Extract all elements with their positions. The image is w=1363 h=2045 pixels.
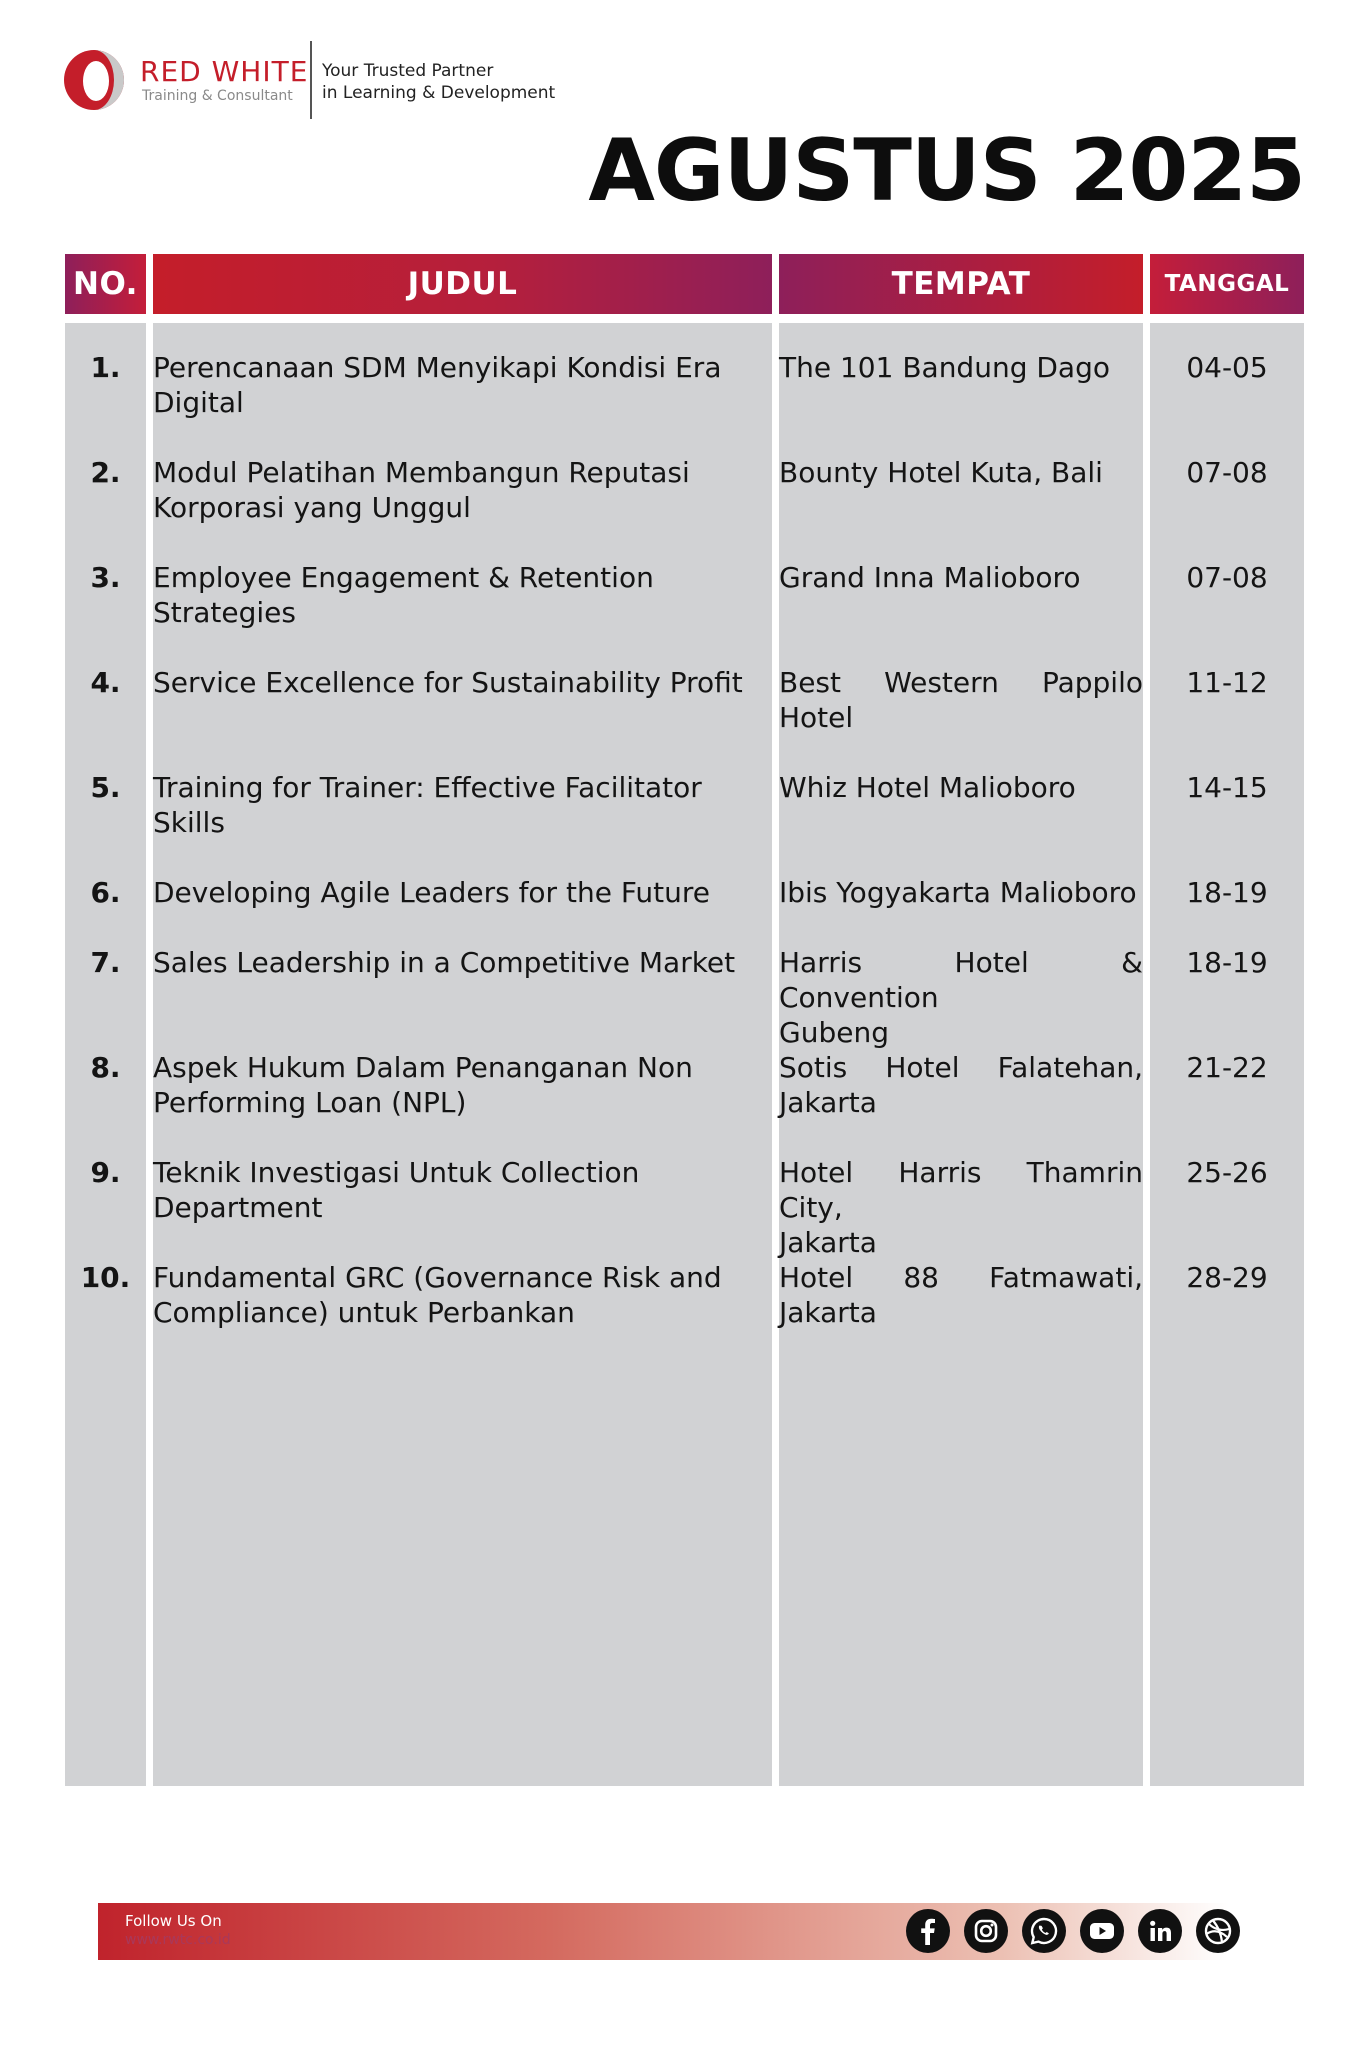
row-tanggal: 11-12 [1186, 666, 1268, 699]
row-tanggal: 18-19 [1186, 876, 1268, 909]
row-judul [153, 350, 765, 420]
tempat-line: Hotel 88 Fatmawati, [779, 1261, 1143, 1294]
brand-subtitle: Training & Consultant [142, 88, 293, 104]
tempat-line: Whiz Hotel Malioboro [779, 771, 1076, 804]
row-tempat [779, 875, 1143, 910]
row-judul [153, 945, 765, 980]
row-number: 4. [90, 666, 121, 699]
judul-line: Compliance) untuk Perbankan [153, 1296, 575, 1329]
row-tanggal: 07-08 [1186, 456, 1268, 489]
table-row [0, 665, 1363, 768]
header-divider [310, 41, 312, 119]
tempat-line: Harris Hotel & Convention [779, 946, 1143, 1014]
judul-line: Strategies [153, 596, 296, 629]
column-header-tempat: TEMPAT [779, 254, 1143, 314]
row-tempat [779, 1155, 1143, 1260]
column-header-tanggal: TANGGAL [1150, 254, 1304, 314]
row-number: 3. [90, 561, 121, 594]
row-tempat [779, 350, 1143, 385]
row-number: 7. [90, 946, 121, 979]
row-tanggal: 18-19 [1186, 946, 1268, 979]
table-row [0, 1050, 1363, 1153]
row-judul [153, 1155, 765, 1225]
judul-line: Fundamental GRC (Governance Risk and [153, 1261, 722, 1294]
tempat-line: Grand Inna Malioboro [779, 561, 1081, 594]
judul-line: Developing Agile Leaders for the Future [153, 876, 710, 909]
row-tanggal: 28-29 [1186, 1261, 1268, 1294]
judul-line: Service Excellence for Sustainability Profit [153, 666, 743, 699]
tempat-line: Jakarta [779, 1226, 877, 1259]
row-judul [153, 455, 765, 525]
row-tanggal: 07-08 [1186, 561, 1268, 594]
table-row [0, 770, 1363, 873]
row-tempat [779, 1050, 1143, 1120]
row-number: 2. [90, 456, 121, 489]
column-header-no: NO. [65, 254, 146, 314]
row-number: 10. [80, 1261, 131, 1294]
tempat-line: Jakarta [779, 1296, 877, 1329]
youtube-icon[interactable] [1080, 1909, 1124, 1953]
tempat-line: Gubeng [779, 1016, 889, 1049]
judul-line: Sales Leadership in a Competitive Market [153, 946, 736, 979]
judul-line: Teknik Investigasi Untuk Collection [153, 1156, 640, 1189]
tempat-line: The 101 Bandung Dago [779, 351, 1110, 384]
judul-line: Department [153, 1191, 323, 1224]
table-row [0, 350, 1363, 453]
page-title: AGUSTUS 2025 [588, 121, 1305, 221]
table-row [0, 560, 1363, 663]
judul-line: Employee Engagement & Retention [153, 561, 654, 594]
table-row [0, 945, 1363, 1048]
row-tempat [779, 665, 1143, 735]
table-row [0, 1260, 1363, 1363]
row-tempat [779, 560, 1143, 595]
judul-line: Modul Pelatihan Membangun Reputasi [153, 456, 690, 489]
company-logo [62, 48, 126, 112]
whatsapp-icon[interactable] [1022, 1909, 1066, 1953]
tagline-line-1: Your Trusted Partner [322, 61, 494, 81]
row-tempat [779, 455, 1143, 490]
follow-us-label: Follow Us On [125, 1912, 222, 1930]
row-tanggal: 25-26 [1186, 1156, 1268, 1189]
judul-line: Korporasi yang Unggul [153, 491, 471, 524]
table-row [0, 1155, 1363, 1258]
judul-line: Perencanaan SDM Menyikapi Kondisi Era [153, 351, 722, 384]
row-tempat [779, 1260, 1143, 1330]
tempat-line: Hotel Harris Thamrin City, [779, 1156, 1143, 1224]
website-link[interactable]: www.rwtc.co.id [125, 1932, 231, 1948]
row-judul [153, 770, 765, 840]
row-tanggal: 14-15 [1186, 771, 1268, 804]
judul-line: Digital [153, 386, 244, 419]
row-tempat [779, 945, 1143, 1050]
row-number: 1. [90, 351, 121, 384]
row-number: 6. [90, 876, 121, 909]
tempat-line: Sotis Hotel Falatehan, [779, 1051, 1143, 1084]
row-judul [153, 665, 765, 700]
row-judul [153, 560, 765, 630]
instagram-icon[interactable] [964, 1909, 1008, 1953]
tempat-line: Jakarta [779, 1086, 877, 1119]
tempat-line: Ibis Yogyakarta Malioboro [779, 876, 1137, 909]
row-number: 8. [90, 1051, 121, 1084]
table-row [0, 455, 1363, 558]
judul-line: Aspek Hukum Dalam Penanganan Non [153, 1051, 693, 1084]
facebook-icon[interactable] [906, 1909, 950, 1953]
brand-name: RED WHITE [140, 55, 309, 88]
tempat-line: Bounty Hotel Kuta, Bali [779, 456, 1103, 489]
row-number: 9. [90, 1156, 121, 1189]
linkedin-icon[interactable] [1138, 1909, 1182, 1953]
row-judul [153, 1260, 765, 1330]
row-judul [153, 1050, 765, 1120]
judul-line: Skills [153, 806, 225, 839]
column-header-judul: JUDUL [153, 254, 772, 314]
tempat-line: Hotel [779, 701, 854, 734]
row-tanggal: 21-22 [1186, 1051, 1268, 1084]
tagline-line-2: in Learning & Development [322, 83, 556, 103]
row-number: 5. [90, 771, 121, 804]
dribbble-icon[interactable] [1196, 1909, 1240, 1953]
row-tempat [779, 770, 1143, 805]
row-tanggal: 04-05 [1186, 351, 1268, 384]
judul-line: Training for Trainer: Effective Facilitator [153, 771, 702, 804]
judul-line: Performing Loan (NPL) [153, 1086, 467, 1119]
tagline [322, 60, 555, 104]
row-judul [153, 875, 765, 910]
tempat-line: Best Western Pappilo [779, 666, 1143, 699]
